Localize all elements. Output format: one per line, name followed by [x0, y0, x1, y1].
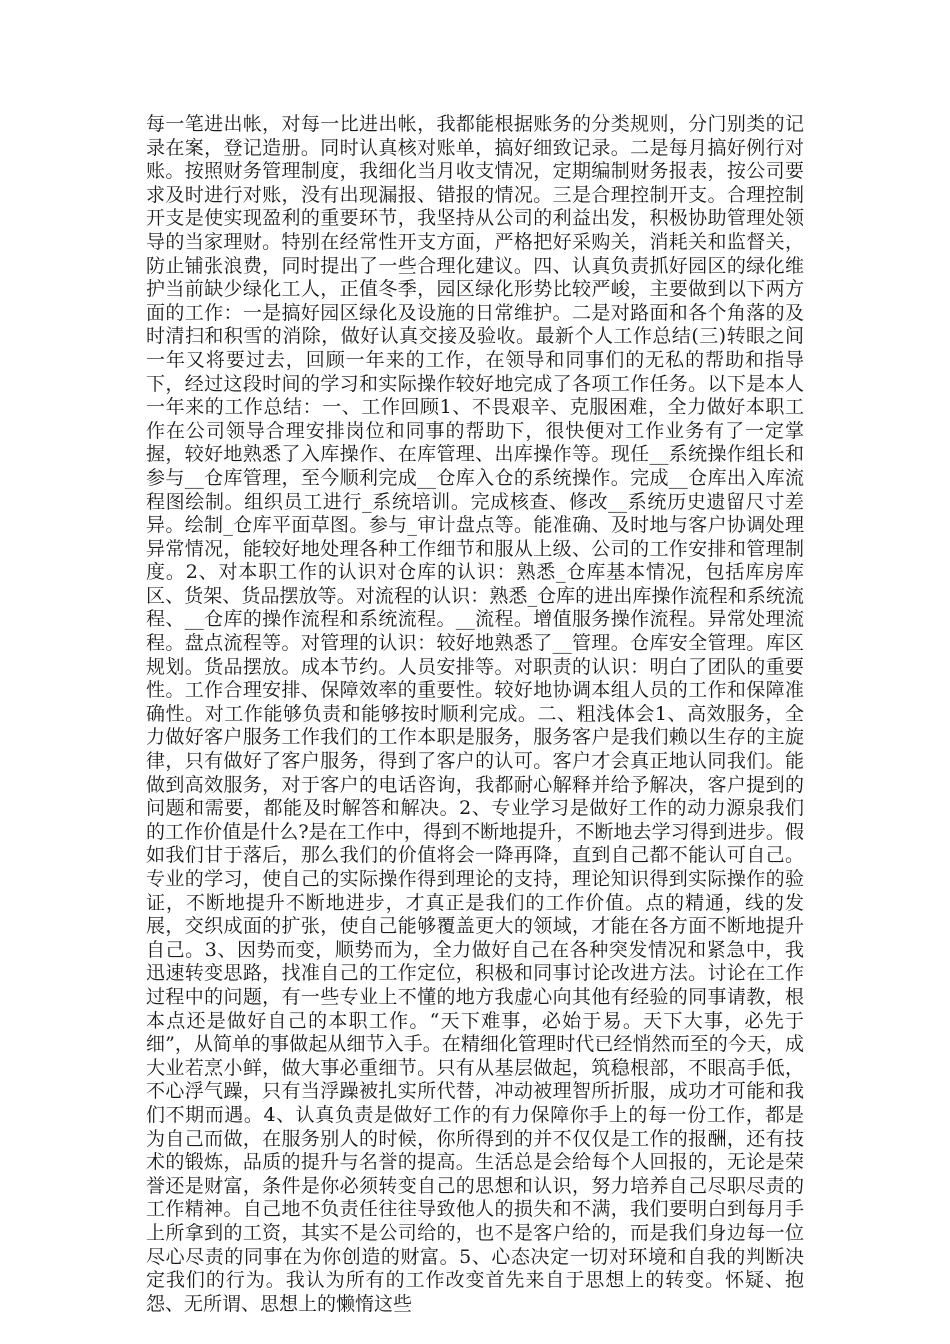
- body-paragraph: 每一笔进出帐，对每一比进出帐，我都能根据账务的分类规则，分门别类的记录在案，登记造册。同时认真核对账单，搞好细致记录。二是每月搞好例行对账。按照财务管理制度，我细化当月收支情况，定期编制财务报表，按公司要求及时进行对账，没有出现漏报、错报的情况。三是合理控制开支。合理控制开支是使实现盈利的重要环节，我坚持从公司的利益出发，积极协助管理处领导的当家理财。特别在经常性开支方面，严格把好采购关，消耗关和监督关，防止铺张浪费，同时提出了一些合理化建议。四、认真负责抓好园区的绿化维护当前缺少绿化工人，正值冬季，园区绿化形势比较严峻，主要做到以下两方面的工作：一是搞好园区绿化及设施的日常维护。二是对路面和各个角落的及时清扫和积雪的消除，做好认真交接及验收。最新个人工作总结(三)转眼之间一年又将要过去，回顾一年来的工作，在领导和同事们的无私的帮助和指导下，经过这段时间的学习和实际操作较好地完成了各项工作任务。以下是本人一年来的工作总结：一、工作回顾1、不畏艰辛、克服困难，全力做好本职工作在公司领导合理安排岗位和同事的帮助下，很快便对工作业务有了一定掌握，较好地熟悉了入库操作、在库管理、出库操作等。现任__系统操作组长和参与__仓库管理，至今顺利完成__仓库入仓的系统操作。完成__仓库出入库流程图绘制。组织员工进行_系统培训。完成核查、修改__系统历史遗留尺寸差异。绘制_仓库平面草图。参与_审计盘点等。能准确、及时地与客户协调处理异常情况，能较好地处理各种工作细节和服从上级、公司的工作安排和管理制度。2、对本职工作的认识对仓库的认识：熟悉_仓库基本情况，包括库房库区、货架、货品摆放等。对流程的认识：熟悉_仓库的进出库操作流程和系统流程、__仓库的操作流程和系统流程。__流程。增值服务操作流程。异常处理流程。盘点流程等。对管理的认识：较好地熟悉了__管理。仓库安全管理。库区规划。货品摆放。成本节约。人员安排等。对职责的认识：明白了团队的重要性。工作合理安排、保障效率的重要性。较好地协调本组人员的工作和保障准确性。对工作能够负责和能够按时顺利完成。二、粗浅体会1、高效服务，全力做好客户服务工作我们的工作本职是服务，服务客户是我们赖以生存的主旋律，只有做好了客户服务，得到了客户的认可。客户才会真正地认同我们。能做到高效服务，对于客户的电话咨询，我都耐心解释并给予解决，客户提到的问题和需要，都能及时解答和解决。2、专业学习是做好工作的动力源泉我们的工作价值是什么?是在工作中，得到不断地提升，不断地去学习得到进步。假如我们甘于落后，那么我们的价值将会一降再降，直到自己都不能认可自己。专业的学习，使自己的实际操作得到理论的支持，理论知识得到实际操作的验证，不断地提升不断地进步，才真正是我们的工作价值。点的精通，线的发展，交织成面的扩张，使自己能够覆盖更大的领域，才能在各方面不断地提升自己。3、因势而变，顺势而为，全力做好自己在各种突发情况和紧急中，我迅速转变思路，找准自己的工作定位，积极和同事讨论改进方法。讨论在工作过程中的问题，有一些专业上不懂的地方我虚心向其他有经验的同事请教，根本点还是做好自己的本职工作。“天下难事，必始于易。天下大事，必先于细”，从简单的事做起从细节入手。在精细化管理时代已经悄然而至的今天，成大业若烹小鲜，做大事必重细节。只有从基层做起，筑稳根部，不眼高手低，不心浮气躁，只有当浮躁被扎实所代替，冲动被理智所折服，成功才可能和我们不期而遇。4、认真负责是做好工作的有力保障你手上的每一份工作，都是为自己而做，在服务别人的时候，你所得到的并不仅仅是工作的报酬，还有技术的锻炼，品质的提升与名誉的提高。生活总是会给每个人回报的，无论是荣誉还是财富，条件是你必须转变自己的思想和认识，努力培养自己尽职尽责的工作精神。自己地不负责任往往导致他人的损失和不满，我们要明白到每月手上所拿到的工资，其实不是公司给的，也不是客户给的，而是我们身边每一位尽心尽责的同事在为你创造的财富。5、心态决定一切对环境和自我的判断决定我们的行为。我认为所有的工作改变首先来自于思想上的转变。怀疑、抱怨、无所谓、思想上的懒惰这些: [146, 113, 804, 1315]
